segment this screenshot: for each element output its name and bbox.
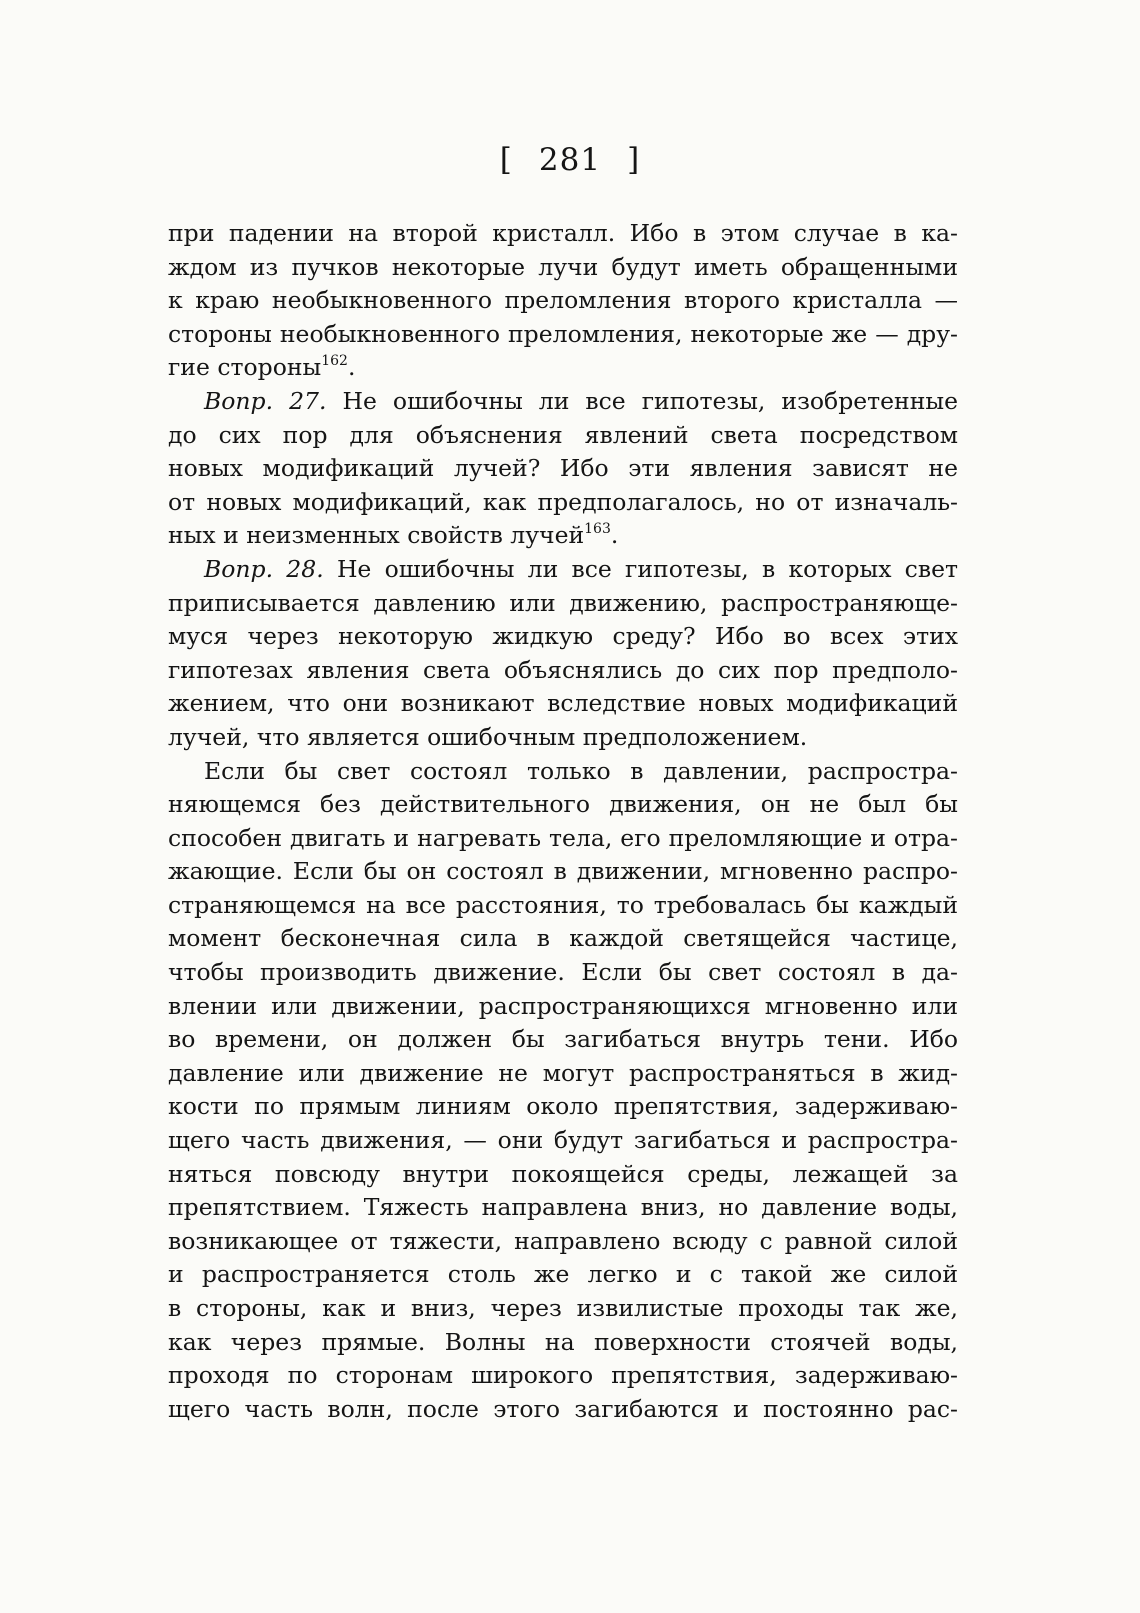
text-line: няться повсюду внутри покоящейся среды, лежащей за	[168, 1159, 958, 1188]
text-fragment: Не ошибочны ли все гипотезы, изобретенные	[342, 386, 958, 415]
text-line: к краю необыкновенного преломления второго кристалла —	[168, 286, 958, 315]
text-line: кости по прямым линиям около препятствия, задерживаю-	[168, 1092, 958, 1121]
text-line: стороны необыкновенного преломления, некоторые же — дру-	[168, 319, 958, 348]
text-line: в стороны, как и вниз, через извилистые проходы так же,	[168, 1294, 958, 1322]
question-label-28: Вопр. 28.	[204, 554, 324, 583]
text-line: во времени, он должен бы загибаться внутрь тени. Ибо	[168, 1025, 958, 1054]
text-line: лучей, что является ошибочным предположением.	[168, 722, 808, 751]
text-line: при падении на второй кристалл. Ибо в этом случае в ка-	[168, 219, 958, 247]
text-line: новых модификаций лучей? Ибо эти явления зависят не	[168, 454, 958, 483]
text-line: жающие. Если бы он состоял в движении, мгновенно распро-	[168, 857, 958, 886]
text-line: приписывается давлению или движению, распространяюще-	[168, 588, 958, 617]
left-bracket: [	[499, 142, 513, 178]
text-fragment: Не ошибочны ли все гипотезы, в которых свет	[336, 554, 958, 583]
text-line: ных и неизменных свойств лучей$^{163}$.	[168, 520, 619, 550]
text-line: как через прямые. Волны на поверхности стоячей воды,	[168, 1327, 958, 1356]
text-line: гие стороны$^{162}$.	[168, 352, 356, 382]
text-line: проходя по сторонам широкого препятствия, задерживаю-	[168, 1361, 958, 1390]
text-fragment: гие стороны	[168, 353, 322, 382]
footnote-ref-162: 162	[321, 352, 348, 369]
text-line: возникающее от тяжести, направлено всюду с равной силой	[168, 1226, 958, 1255]
text-line: до сих пор для объяснения явлений света посредством	[168, 420, 958, 449]
body-text	[168, 217, 958, 1426]
text-line: способен двигать и нагревать тела, его преломляющие и отра-	[168, 823, 958, 852]
right-bracket: ]	[627, 142, 641, 178]
text-line: щего часть движения, — они будут загибаться и распростра-	[168, 1126, 958, 1155]
text-line: ждом из пучков некоторые лучи будут иметь обращенными	[168, 252, 958, 281]
question-28-line	[168, 553, 958, 587]
footnote-ref-163: 163	[584, 520, 611, 537]
text-line: влении или движении, распространяющихся мгновенно или	[168, 991, 958, 1020]
text-fragment: ных и неизменных свойств лучей	[168, 521, 585, 550]
text-line: от новых модификаций, как предполагалось, но от изначаль-	[168, 487, 958, 516]
text-line: препятствием. Тяжесть направлена вниз, но давление воды,	[168, 1193, 958, 1222]
text-line: няющемся без действительного движения, он не был бы	[168, 790, 958, 819]
text-line: момент бесконечная сила в каждой светящейся частице,	[168, 924, 958, 953]
page-number	[0, 142, 1140, 178]
text-line: жением, что они возникают вследствие новых модификаций	[168, 689, 958, 718]
text-line: Если бы свет состоял только в давлении, распростра-	[204, 756, 958, 785]
text-line: и распространяется столь же легко и с такой же силой	[168, 1260, 958, 1289]
text-line: чтобы производить движение. Если бы свет состоял в да-	[168, 958, 958, 987]
text-line: гипотезах явления света объяснялись до сих пор предполо-	[168, 655, 958, 684]
text-line: щего часть волн, после этого загибаются и постоянно рас-	[168, 1394, 958, 1423]
question-label-27: Вопр. 27.	[204, 386, 327, 415]
question-27-line	[168, 385, 958, 419]
text-line: страняющемся на все расстояния, то требовалась бы каждый	[168, 890, 958, 919]
text-line: муся через некоторую жидкую среду? Ибо во всех этих	[168, 622, 958, 651]
text-line: давление или движение не могут распространяться в жид-	[168, 1058, 958, 1087]
page-number-value: 281	[538, 142, 602, 178]
